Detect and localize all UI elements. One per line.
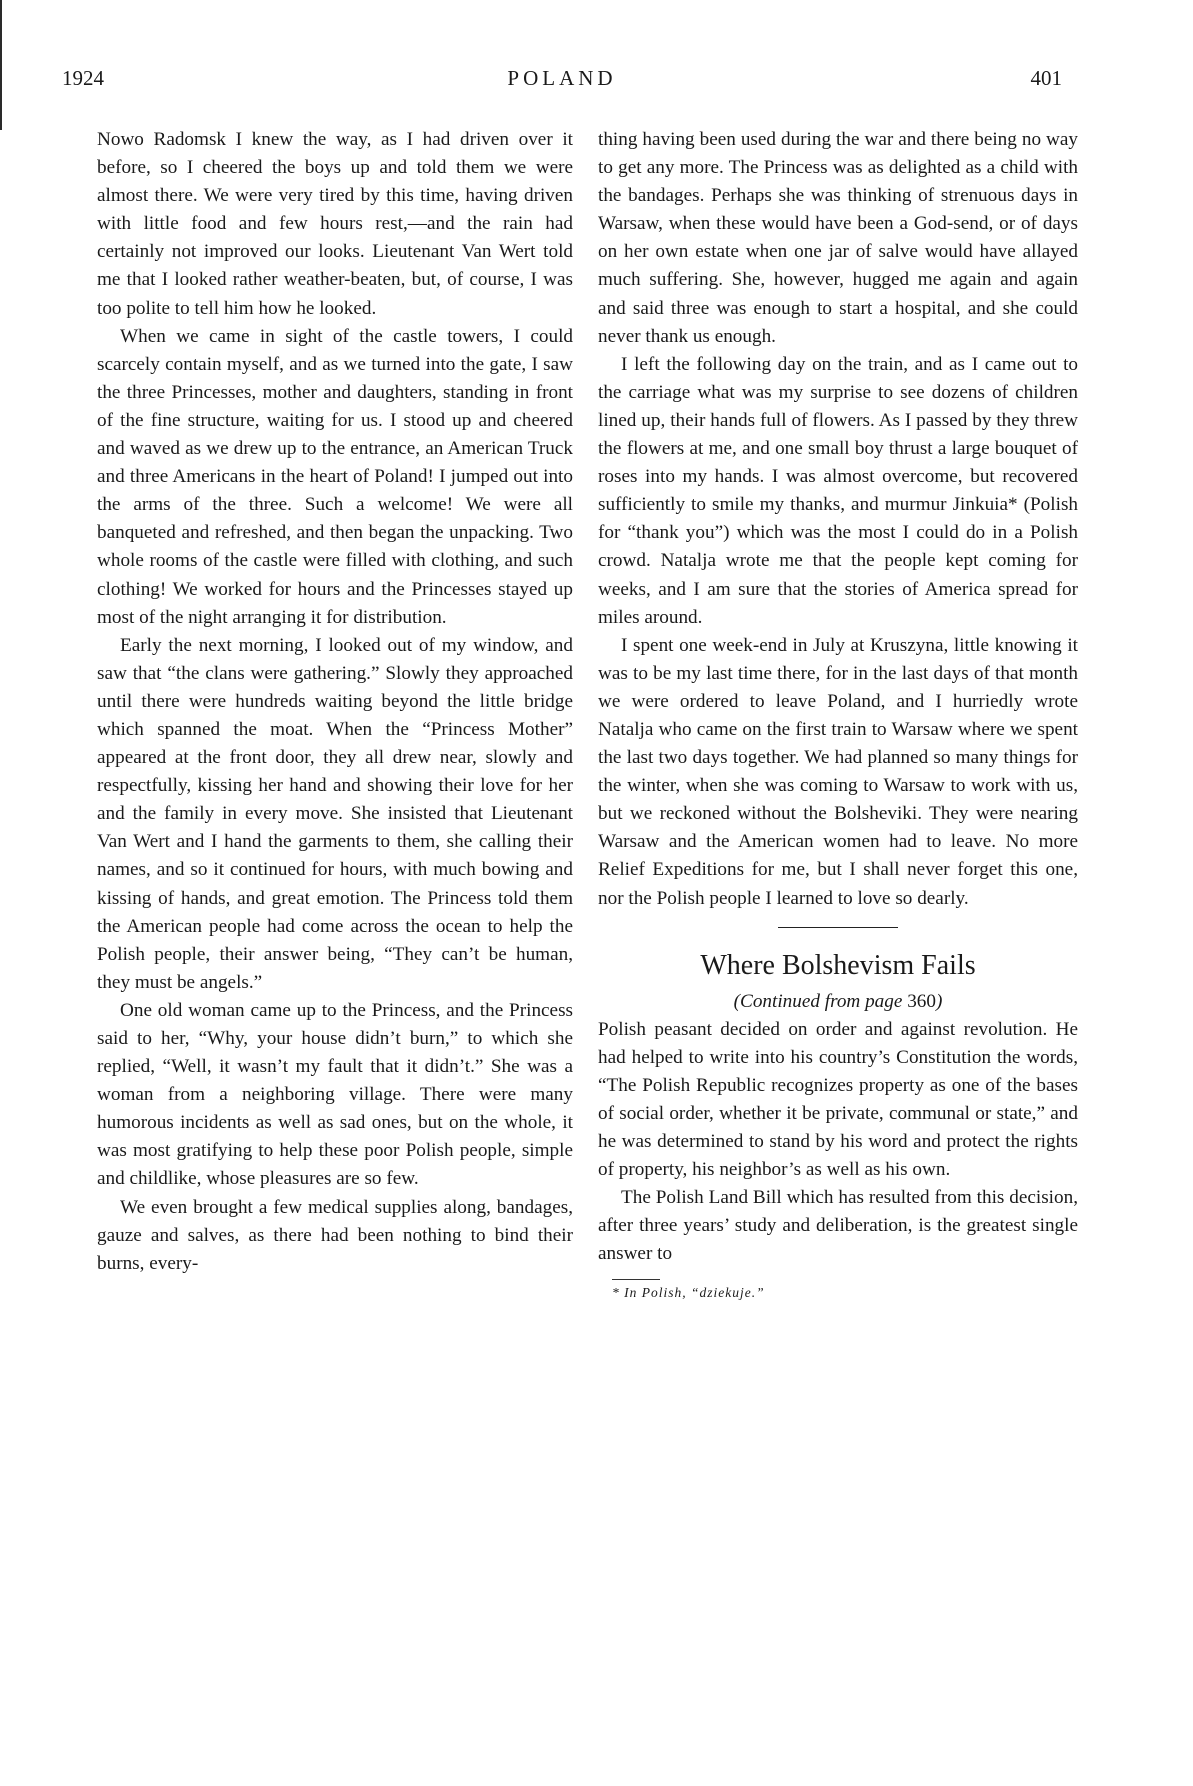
paragraph: The Polish Land Bill which has resulted from this decision, after three years’ study and deliberation, is the greatest single answer to [598, 1187, 1078, 1265]
paragraph: When we came in sight of the castle towers, I could scarcely contain myself, and as we turned into the gate, I saw the three Princesses, mother and daughters, standing in front of the fine structure, waiting for us. I stood up and cheered and waved as we drew up to the entrance, an American Truck and three Americans in the heart of Poland! I jumped out into the arms of the three. Such a welcome! We were all banqueted and refreshed, and then began the unpacking. Two whole rooms of the castle were filled with clothing, and such clothing! We worked for hours and the Princesses stayed up most of the night arranging it for distribution. [97, 325, 573, 628]
footnote: * In Polish, “dziekuje.” [612, 1284, 765, 1300]
left-column [97, 126, 573, 1278]
journal-title: POLAND [507, 66, 617, 90]
section-divider [778, 927, 898, 928]
paragraph: One old woman came up to the Princess, and the Princess said to her, “Why, your house didn’t burn,” to which she replied, “Well, it wasn’t my fault that it didn’t.” She was a woman from a neighboring village. There were many humorous incidents as well as sad ones, but on the whole, it was most gratifying to help these poor Polish people, simple and childlike, whose pleasures are so few. [97, 999, 573, 1190]
header-year: 1924 [62, 66, 104, 90]
article-title: Where Bolshevism Fails [700, 949, 976, 981]
paragraph: thing having been used during the war and there being no way to get any more. The Princess was as delighted as a child with the bandages. Perhaps she was thinking of strenuous days in Warsaw, when these would have been a God-send, or of days on her own estate when one jar of salve would have allayed much suffering. She, however, hugged me again and again and said three was enough to start a hospital, and she could never thank us enough. [598, 129, 1078, 347]
paragraph: Nowo Radomsk I knew the way, as I had driven over it before, so I cheered the boys up and told them we were almost there. We were very tired by this time, having driven with little food and few hours rest,—and the rain had certainly not improved our looks. Lieutenant Van Wert told me that I looked rather weather-beaten, but, of course, I was too polite to tell him how he looked. [97, 129, 573, 319]
paragraph: We even brought a few medical supplies along, bandages, gauze and salves, as there had been nothing to bind their burns, every- [97, 1196, 573, 1274]
paragraph: I spent one week-end in July at Kruszyna, little knowing it was to be my last time there, for in the last days of that month we were ordered to leave Poland, and I hurriedly wrote Natalja who came on the first train to Warsaw where we spent the last two days together. We had planned so many things for the winter, when she was coming to Warsaw to work with us, but we reckoned without the Bolsheviki. They were nearing Warsaw and the American women had to leave. No more Relief Expeditions for me, but I shall never forget this one, nor the Polish people I learned to love so dearly. [598, 634, 1078, 909]
paragraph: I left the following day on the train, and as I came out to the carriage what was my surprise to see dozens of children lined up, their hands full of flowers. As I passed by they threw the flowers at me, and one small boy thrust a large bouquet of roses into my hands. I was almost overcome, but recovered sufficiently to smile my thanks, and murmur Jinkuia* (Polish for “thank you”) which was the most I could do in a Polish crowd. Natalja wrote me that the people kept coming for weeks, and I am sure that the stories of America spread for miles around. [598, 353, 1078, 628]
right-column [598, 126, 1078, 1302]
continued-page: 360 [907, 990, 936, 1012]
running-head [62, 66, 1062, 106]
continued-text: Continued from page [740, 990, 903, 1012]
scan-edge-line [0, 0, 2, 130]
footnote-divider [612, 1279, 660, 1280]
page-number: 401 [1030, 66, 1062, 90]
continued-note: (Continued from page 360) [733, 990, 943, 1012]
paragraph: Polish peasant decided on order and against revolution. He had helped to write into his country’s Constitution the words, “The Polish Republic recognizes property as one of the bases of social order, whether it be private, communal or state,” and he was determined to stand by his word and protect the rights of property, his neighbor’s as well as his own. [598, 1018, 1078, 1181]
paragraph: Early the next morning, I looked out of my window, and saw that “the clans were gathering.” Slowly they approached until there were hundreds waiting beyond the little bridge which spanned the moat. When the “Princess Mother” appeared at the front door, they all drew near, slowly and respectfully, kissing her hand and showing their love for her and the family in every move. She insisted that Lieutenant Van Wert and I hand the garments to them, she calling their names, and so it continued for hours, with much bowing and kissing of hands, and great emotion. The Princess told them the American people had come across the ocean to help the Polish people, their answer being, “They can’t be human, they must be angels.” [97, 634, 573, 993]
